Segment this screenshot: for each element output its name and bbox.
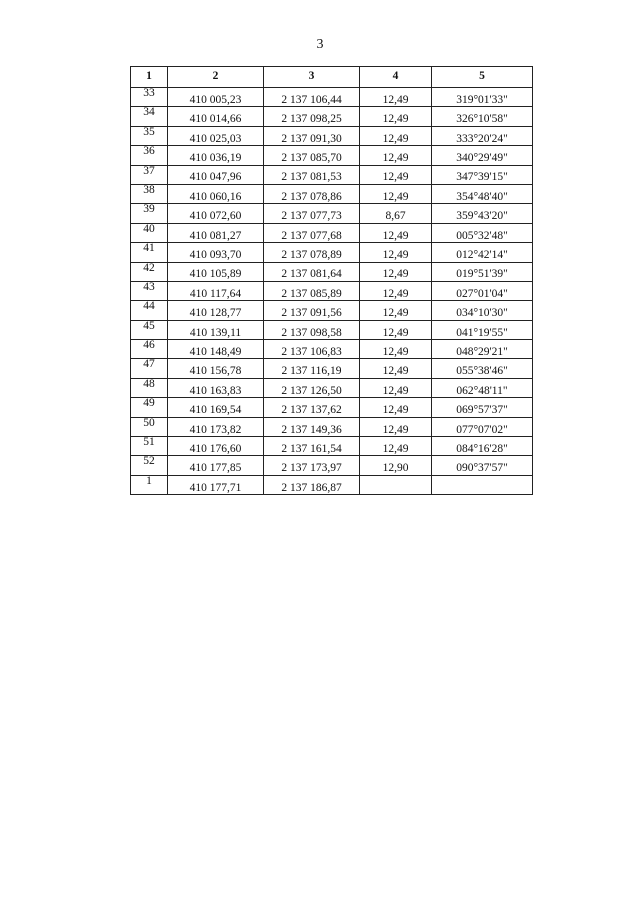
distance-cell: 12,49 [360,398,432,417]
y-coordinate-cell: 2 137 116,19 [264,359,360,378]
header-row [131,67,533,88]
y-coordinate-cell: 2 137 091,30 [264,126,360,145]
y-coordinate-cell: 2 137 161,54 [264,437,360,456]
bearing-cell: 077°07'02" [432,417,533,436]
bearing-cell: 326°10'58" [432,107,533,126]
point-number-cell: 40 [131,223,168,242]
table-row [131,126,533,145]
point-number-cell: 38 [131,184,168,203]
point-number-cell: 41 [131,243,168,262]
bearing-cell: 354°48'40" [432,184,533,203]
y-coordinate-cell: 2 137 126,50 [264,378,360,397]
distance-cell: 12,90 [360,456,432,475]
y-coordinate-cell: 2 137 078,89 [264,243,360,262]
x-coordinate-cell: 410 169,54 [168,398,264,417]
x-coordinate-cell: 410 128,77 [168,301,264,320]
bearing-cell: 055°38'46" [432,359,533,378]
table-row [131,417,533,436]
y-coordinate-cell: 2 137 085,89 [264,281,360,300]
table-row [131,475,533,494]
y-coordinate-cell: 2 137 091,56 [264,301,360,320]
point-number-cell: 42 [131,262,168,281]
point-number-cell: 45 [131,320,168,339]
bearing-cell: 034°10'30" [432,301,533,320]
y-coordinate-cell: 2 137 081,64 [264,262,360,281]
distance-cell: 12,49 [360,359,432,378]
distance-cell: 12,49 [360,340,432,359]
bearing-cell: 048°29'21" [432,340,533,359]
table-row [131,359,533,378]
x-coordinate-cell: 410 148,49 [168,340,264,359]
distance-cell: 12,49 [360,126,432,145]
point-number-cell: 33 [131,88,168,107]
table-row [131,88,533,107]
table-row [131,204,533,223]
bearing-cell: 041°19'55" [432,320,533,339]
x-coordinate-cell: 410 081,27 [168,223,264,242]
y-coordinate-cell: 2 137 077,68 [264,223,360,242]
table-row [131,243,533,262]
table-row [131,281,533,300]
table-row [131,340,533,359]
column-header-point: 1 [131,67,168,88]
table-row [131,165,533,184]
table-row [131,320,533,339]
distance-cell: 12,49 [360,281,432,300]
x-coordinate-cell: 410 156,78 [168,359,264,378]
distance-cell: 12,49 [360,88,432,107]
point-number-cell: 47 [131,359,168,378]
distance-cell: 12,49 [360,184,432,203]
y-coordinate-cell: 2 137 149,36 [264,417,360,436]
y-coordinate-cell: 2 137 098,58 [264,320,360,339]
point-number-cell: 51 [131,437,168,456]
table-header [131,67,533,88]
table-row [131,184,533,203]
point-number-cell: 1 [131,475,168,494]
distance-cell: 12,49 [360,262,432,281]
distance-cell [360,475,432,494]
table-row [131,223,533,242]
bearing-cell: 319°01'33" [432,88,533,107]
x-coordinate-cell: 410 105,89 [168,262,264,281]
point-number-cell: 39 [131,204,168,223]
y-coordinate-cell: 2 137 098,25 [264,107,360,126]
distance-cell: 12,49 [360,437,432,456]
y-coordinate-cell: 2 137 078,86 [264,184,360,203]
x-coordinate-cell: 410 047,96 [168,165,264,184]
column-header-x: 2 [168,67,264,88]
x-coordinate-cell: 410 014,66 [168,107,264,126]
bearing-cell: 090°37'57" [432,456,533,475]
bearing-cell: 359°43'20" [432,204,533,223]
y-coordinate-cell: 2 137 137,62 [264,398,360,417]
point-number-cell: 50 [131,417,168,436]
distance-cell: 12,49 [360,165,432,184]
distance-cell: 12,49 [360,417,432,436]
table-row [131,378,533,397]
x-coordinate-cell: 410 176,60 [168,437,264,456]
bearing-cell: 062°48'11" [432,378,533,397]
x-coordinate-cell: 410 173,82 [168,417,264,436]
distance-cell: 12,49 [360,223,432,242]
y-coordinate-cell: 2 137 173,97 [264,456,360,475]
bearing-cell: 084°16'28" [432,437,533,456]
table-row [131,437,533,456]
y-coordinate-cell: 2 137 077,73 [264,204,360,223]
point-number-cell: 37 [131,165,168,184]
bearing-cell: 333°20'24" [432,126,533,145]
point-number-cell: 52 [131,456,168,475]
bearing-cell: 019°51'39" [432,262,533,281]
y-coordinate-cell: 2 137 106,44 [264,88,360,107]
column-header-distance: 4 [360,67,432,88]
x-coordinate-cell: 410 005,23 [168,88,264,107]
bearing-cell: 069°57'37" [432,398,533,417]
y-coordinate-cell: 2 137 085,70 [264,146,360,165]
x-coordinate-cell: 410 025,03 [168,126,264,145]
point-number-cell: 44 [131,301,168,320]
x-coordinate-cell: 410 036,19 [168,146,264,165]
x-coordinate-cell: 410 072,60 [168,204,264,223]
table-row [131,107,533,126]
table-row [131,301,533,320]
table-row [131,398,533,417]
x-coordinate-cell: 410 139,11 [168,320,264,339]
bearing-cell: 340°29'49" [432,146,533,165]
point-number-cell: 34 [131,107,168,126]
x-coordinate-cell: 410 177,85 [168,456,264,475]
x-coordinate-cell: 410 163,83 [168,378,264,397]
point-number-cell: 36 [131,146,168,165]
column-header-bearing: 5 [432,67,533,88]
x-coordinate-cell: 410 060,16 [168,184,264,203]
point-number-cell: 49 [131,398,168,417]
bearing-cell: 027°01'04" [432,281,533,300]
column-header-y: 3 [264,67,360,88]
y-coordinate-cell: 2 137 106,83 [264,340,360,359]
point-number-cell: 48 [131,378,168,397]
point-number-cell: 43 [131,281,168,300]
x-coordinate-cell: 410 177,71 [168,475,264,494]
bearing-cell: 347°39'15" [432,165,533,184]
table-row [131,262,533,281]
bearing-cell: 005°32'48" [432,223,533,242]
bearing-cell [432,475,533,494]
point-number-cell: 46 [131,340,168,359]
x-coordinate-cell: 410 117,64 [168,281,264,300]
distance-cell: 12,49 [360,378,432,397]
bearing-cell: 012°42'14" [432,243,533,262]
distance-cell: 12,49 [360,301,432,320]
distance-cell: 12,49 [360,320,432,339]
x-coordinate-cell: 410 093,70 [168,243,264,262]
distance-cell: 12,49 [360,243,432,262]
table-row [131,456,533,475]
y-coordinate-cell: 2 137 186,87 [264,475,360,494]
distance-cell: 8,67 [360,204,432,223]
distance-cell: 12,49 [360,107,432,126]
table-body [131,88,533,495]
distance-cell: 12,49 [360,146,432,165]
point-number-cell: 35 [131,126,168,145]
coordinates-table [130,66,533,495]
page-number: 3 [316,37,324,52]
table-row [131,146,533,165]
y-coordinate-cell: 2 137 081,53 [264,165,360,184]
